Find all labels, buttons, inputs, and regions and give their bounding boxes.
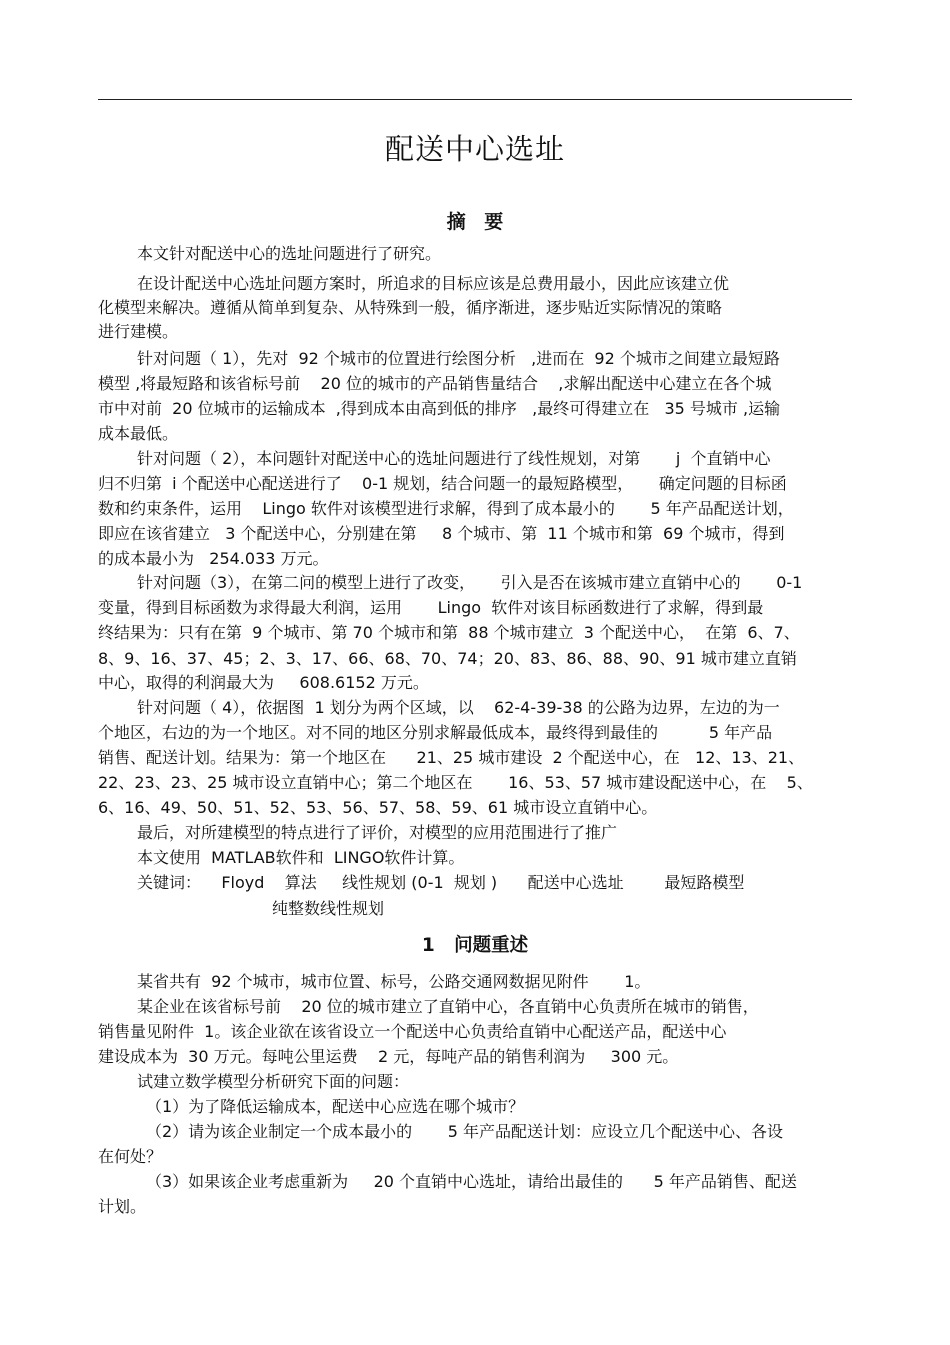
section-line: 某省共有 92 个城市，城市位置、标号，公路交通网数据见附件 1。 <box>137 972 651 991</box>
abstract-line: 化模型来解决。遵循从简单到复杂、从特殊到一般，循序渐进，逐步贴近实际情况的策略 <box>98 298 723 317</box>
abstract-line: 模型 ,将最短路和该省标号前 20 位的城市的产品销售量结合 ,求解出配送中心建立在各个城 <box>98 374 772 393</box>
abstract-line: 本文使用 MATLAB软件和 LINGO软件计算。 <box>137 848 465 867</box>
abstract-line: 针对问题（ 4），依据图 1 划分为两个区域，以 62-4-39-38 的公路为边界，左边的为一 <box>137 698 780 717</box>
abstract-line: 在设计配送中心选址问题方案时，所追求的目标应该是总费用最小，因此应该建立优 <box>137 274 730 293</box>
keywords-line: 关键词： Floyd 算法 线性规划 (0-1 规划 ) 配送中心选址 最短路模型 <box>137 873 745 892</box>
abstract-line: 最后，对所建模型的特点进行了评价，对模型的应用范围进行了推广 <box>137 823 618 842</box>
abstract-line: 归不归第 i 个配送中心配送进行了 0-1 规划，结合问题一的最短路模型， 确定问题的目标函 <box>98 474 787 493</box>
abstract-line: 即应在该省建立 3 个配送中心，分别建在第 8 个城市、第 11 个城市和第 69 个城市，得到 <box>98 524 785 543</box>
abstract-line: 6、16、49、50、51、52、53、56、57、58、59、61 城市设立直销中心。 <box>98 798 658 817</box>
paper-title: 配送中心选址 <box>384 132 565 166</box>
abstract-line: 针对问题（ 1），先对 92 个城市的位置进行绘图分析 ,进而在 92 个城市之间建立最短路 <box>137 349 780 368</box>
abstract-line: 数和约束条件，运用 Lingo 软件对该模型进行求解，得到了成本最小的 5 年产品配送计划， <box>98 499 794 518</box>
section-line: 计划。 <box>98 1197 147 1216</box>
top-rule <box>98 99 852 100</box>
abstract-line: 终结果为：只有在第 9 个城市、第 70 个城市和第 88 个城市建立 3 个配送中心， 在第 6、7、 <box>98 623 800 642</box>
abstract-heading: 摘 要 <box>446 211 504 233</box>
abstract-line: 变量，得到目标函数为求得最大利润，运用 Lingo 软件对该目标函数进行了求解，得到最 <box>98 598 764 617</box>
abstract-line: 市中对前 20 位城市的运输成本 ,得到成本由高到低的排序 ,最终可得建立在 35 号城市 ,运输 <box>98 399 781 418</box>
section-line: （2）请为该企业制定一个成本最小的 5 年产品配送计划：应设立几个配送中心、各设 <box>146 1122 784 1141</box>
abstract-line: 针对问题（3），在第二问的模型上进行了改变， 引入是否在该城市建立直销中心的 0-1 <box>137 573 803 592</box>
abstract-line: 22、23、23、25 城市设立直销中心；第二个地区在 16、53、57 城市建设配送中心，在 5、 <box>98 773 813 792</box>
abstract-line: 8、9、16、37、45；2、3、17、66、68、70、74；20、83、86、88、90、91 城市建立直销 <box>98 649 797 668</box>
abstract-line: 的成本最小为 254.033 万元。 <box>98 549 329 568</box>
section-line: 试建立数学模型分析研究下面的问题： <box>137 1072 410 1091</box>
section-line: 某企业在该省标号前 20 位的城市建立了直销中心，各直销中心负责所在城市的销售， <box>137 997 759 1016</box>
abstract-line: 针对问题（ 2），本问题针对配送中心的选址问题进行了线性规划，对第 j 个直销中心 <box>137 449 771 468</box>
keywords-line: 纯整数线性规划 <box>272 899 385 918</box>
section-heading: 1 问题重述 <box>421 935 529 956</box>
section-line: 销售量见附件 1。该企业欲在该省设立一个配送中心负责给直销中心配送产品，配送中心 <box>98 1022 727 1041</box>
abstract-line: 个地区，右边的为一个地区。对不同的地区分别求解最低成本，最终得到最佳的 5 年产品 <box>98 723 773 742</box>
abstract-line: 进行建模。 <box>98 322 179 341</box>
section-line: （1）为了降低运输成本，配送中心应选在哪个城市？ <box>146 1097 525 1116</box>
abstract-line: 成本最低。 <box>98 424 179 443</box>
abstract-line: 中心，取得的利润最大为 608.6152 万元。 <box>98 673 429 692</box>
section-line: 在何处？ <box>98 1147 163 1166</box>
section-line: 建设成本为 30 万元。每吨公里运费 2 元，每吨产品的销售利润为 300 元。 <box>98 1047 679 1066</box>
abstract-line: 销售、配送计划。结果为：第一个地区在 21、25 城市建设 2 个配送中心，在 12、13、21、 <box>98 748 805 767</box>
abstract-line: 本文针对配送中心的选址问题进行了研究。 <box>137 244 442 263</box>
section-line: （3）如果该企业考虑重新为 20 个直销中心选址，请给出最佳的 5 年产品销售、配送 <box>146 1172 797 1191</box>
